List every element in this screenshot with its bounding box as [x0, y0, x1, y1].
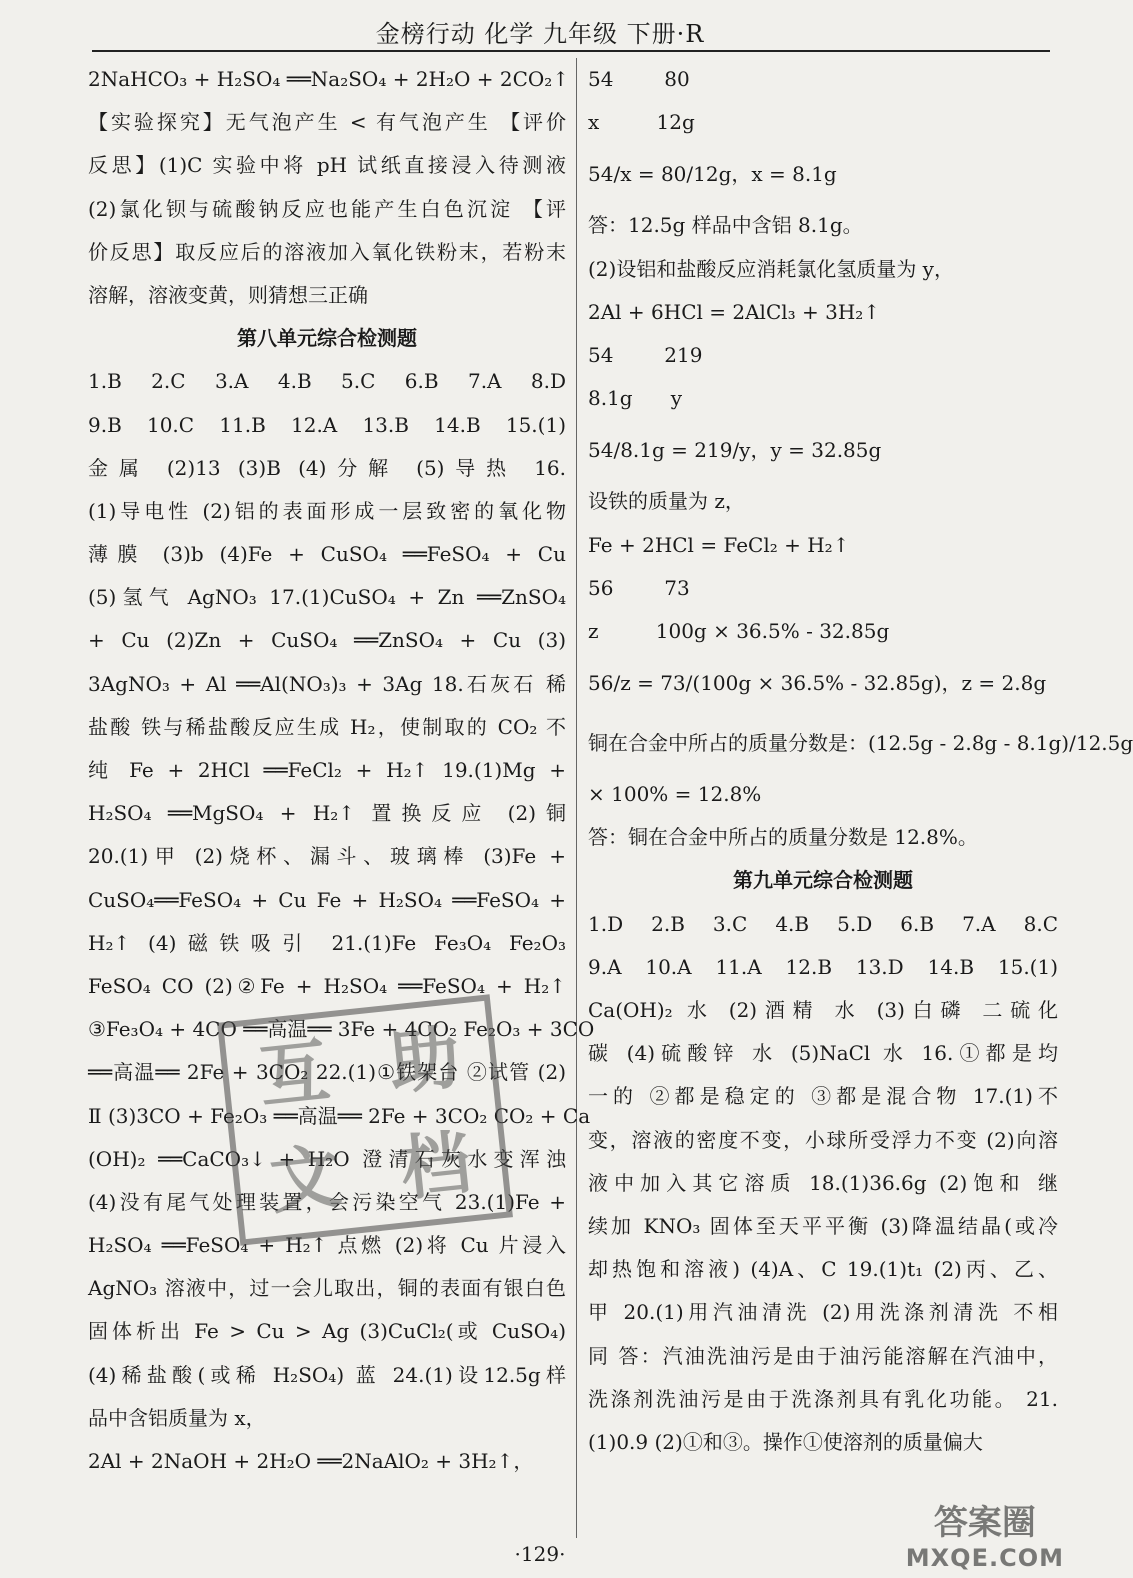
text-line: 反思】(1)C 实验中将 pH 试纸直接浸入待测液 [88, 153, 566, 178]
text-line: 金属 (2)13 (3)B (4)分解 (5)导热 16. [88, 455, 566, 480]
text-line: 同 答：汽油洗油污是由于油污能溶解在汽油中， [588, 1343, 1058, 1368]
text-line: × 100% = 12.8% [588, 782, 762, 807]
page-header: 金榜行动 化学 九年级 下册·R [375, 20, 705, 48]
text-line: 液中加入其它溶质 18.(1)36.6g (2)饱和 继 [588, 1170, 1058, 1195]
stamp-char: 文 [266, 1135, 345, 1224]
equation-line: 56/z = 73/(100g × 36.5% - 32.85g)，z = 2.8g [588, 671, 1047, 696]
text-line: Ca(OH)₂ 水 (2)酒精 水 (3)白磷 二硫化 [588, 998, 1058, 1022]
text-line: 答：12.5g 样品中含铝 8.1g。 [588, 213, 863, 238]
right-column [588, 58, 1133, 1464]
text-line: 1.D 2.B 3.C 4.B 5.D 6.B 7.A 8.C [588, 911, 1058, 936]
equation-line: 铜在合金中所占的质量分数是：(12.5g - 2.8g - 8.1g)/12.5g [588, 731, 1133, 756]
text-line: 续加 KNO₃ 固体至天平平衡 (3)降温结晶(或冷 [588, 1213, 1058, 1238]
text-line: 甲 20.(1)用汽油清洗 (2)用洗涤剂清洗 不相 [588, 1300, 1058, 1325]
text-line: 9.B 10.C 11.B 12.A 13.B 14.B 15.(1) [88, 412, 566, 437]
text-line: 品中含铝质量为 x， [88, 1405, 266, 1430]
text-line: Fe + 2HCl = FeCl₂ + H₂↑ [588, 532, 850, 557]
text-line: H₂↑ (4)磁铁吸引 21.(1)Fe Fe₃O₄ Fe₂O₃ [88, 930, 566, 955]
text-line: 9.A 10.A 11.A 12.B 13.D 14.B 15.(1) [588, 954, 1058, 979]
text-line: 2Al + 2NaOH + 2H₂O ══2NaAlO₂ + 3H₂↑， [88, 1449, 534, 1473]
section-title: 第九单元综合检测题 [733, 868, 913, 893]
text-line: + Cu (2)Zn + CuSO₄ ══ZnSO₄ + Cu (3) [88, 628, 566, 653]
text-line: 碳 (4)硫酸锌 水 (5)NaCl 水 16.①都是均 [588, 1041, 1058, 1066]
text-line: (5)氢气 AgNO₃ 17.(1)CuSO₄ + Zn ══ZnSO₄ [88, 585, 566, 610]
text-line: (1)导电性 (2)铝的表面形成一层致密的氧化物 [88, 498, 566, 523]
text-line: 2Al + 6HCl = 2AlCl₃ + 3H₂↑ [588, 299, 881, 324]
text-line: 薄膜 (3)b (4)Fe + CuSO₄ ══FeSO₄ + Cu [88, 542, 566, 567]
text-line: H₂SO₄ ══MgSO₄ + H₂↑ 置换反应 (2)铜 [88, 801, 566, 826]
text-line: 1.B 2.C 3.A 4.B 5.C 6.B 7.A 8.D [88, 369, 566, 394]
text-line: (1)0.9 (2)①和③。操作①使溶剂的质量偏大 [588, 1429, 983, 1454]
text-line: 3AgNO₃ + Al ══Al(NO₃)₃ + 3Ag 18.石灰石 稀 [88, 671, 566, 696]
text-line: 却热饱和溶液) (4)A、C 19.(1)t₁ (2)丙、乙、 [588, 1257, 1058, 1282]
equation-line: 54/8.1g = 219/y，y = 32.85g [588, 438, 882, 463]
text-line: 盐酸 铁与稀盐酸反应生成 H₂，使制取的 CO₂ 不 [88, 714, 566, 739]
stamp-char: 互 [255, 1029, 334, 1119]
text-line: z 100g × 36.5% - 32.85g [588, 618, 890, 643]
text-line: 20.(1)甲 (2)烧杯、漏斗、玻璃棒 (3)Fe + [88, 844, 566, 869]
stamp-char: 助 [385, 1016, 464, 1105]
text-line: (2)氯化钡与硫酸钠反应也能产生白色沉淀 【评 [88, 196, 566, 221]
text-line: (4)没有尾气处理装置，会污染空气 23.(1)Fe + [88, 1189, 566, 1214]
text-line: 56 73 [588, 575, 690, 600]
text-line: 54 80 [588, 67, 690, 91]
column-divider [576, 58, 577, 1538]
equation-line: 54/x = 80/12g，x = 8.1g [588, 162, 837, 187]
text-line: 54 219 [588, 342, 703, 367]
text-line: 设铁的质量为 z， [588, 489, 745, 514]
left-column [88, 58, 595, 1483]
text-line: (4)稀盐酸(或稀 H₂SO₄) 蓝 24.(1)设12.5g样 [88, 1362, 566, 1387]
text-line: 一的 ②都是稳定的 ③都是混合物 17.(1)不 [588, 1084, 1058, 1109]
stamp-char: 档 [396, 1121, 475, 1211]
text-line: (2)设铝和盐酸反应消耗氯化氢质量为 y， [588, 256, 954, 281]
text-line: 2NaHCO₃ + H₂SO₄ ══Na₂SO₄ + 2H₂O + 2CO₂↑ [88, 67, 570, 91]
header-rule [92, 50, 1050, 52]
watermark-logo: 答案圈 [933, 1503, 1036, 1543]
text-line: 洗涤剂洗油污是由于洗涤剂具有乳化功能。 21. [588, 1386, 1058, 1411]
text-line: Ⅱ (3)3CO + Fe₂O₃ ══高温══ 2Fe + 3CO₂ CO₂ + Ca [88, 1103, 591, 1128]
page-number: ·129· [514, 1542, 566, 1566]
text-line: 8.1g y [588, 386, 683, 411]
text-line: 变，溶液的密度不变，小球所受浮力不变 (2)向溶 [588, 1127, 1058, 1152]
text-line: 答：铜在合金中所占的质量分数是 12.8%。 [588, 825, 978, 850]
text-line: H₂SO₄ ══FeSO₄ + H₂↑ 点燃 (2)将 Cu 片浸入 [88, 1233, 566, 1258]
section-title: 第八单元综合检测题 [237, 326, 417, 351]
text-line: AgNO₃ 溶液中，过一会儿取出，铜的表面有银白色 [88, 1276, 566, 1301]
watermark-url: MXQE.COM [905, 1544, 1064, 1572]
text-line: ══高温══ 2Fe + 3CO₂ 22.(1)①铁架台 ②试管 (2) [88, 1060, 566, 1085]
text-line: 纯 Fe + 2HCl ══FeCl₂ + H₂↑ 19.(1)Mg + [88, 758, 566, 782]
text-line: 固体析出 Fe > Cu > Ag (3)CuCl₂(或 CuSO₄) [88, 1319, 566, 1344]
text-line: 价反思】取反应后的溶液加入氧化铁粉末，若粉末 [88, 239, 566, 264]
text-line: FeSO₄ CO (2)②Fe + H₂SO₄ ══FeSO₄ + H₂↑ [88, 973, 566, 998]
text-line: CuSO₄══FeSO₄ + Cu Fe + H₂SO₄ ══FeSO₄ + [88, 887, 566, 912]
text-line: x 12g [588, 110, 695, 135]
text-line: (OH)₂ ══CaCO₃↓ + H₂O 澄清石灰水变浑浊 [88, 1146, 566, 1171]
corner-watermark [906, 1495, 1064, 1572]
text-line: 【实验探究】无气泡产生 < 有气泡产生 【评价 [88, 110, 566, 135]
text-line: ③Fe₃O₄ + 4CO ══高温══ 3Fe + 4CO₂ Fe₂O₃ + 3CO [88, 1017, 595, 1042]
text-line: 溶解，溶液变黄，则猜想三正确 [88, 282, 368, 307]
